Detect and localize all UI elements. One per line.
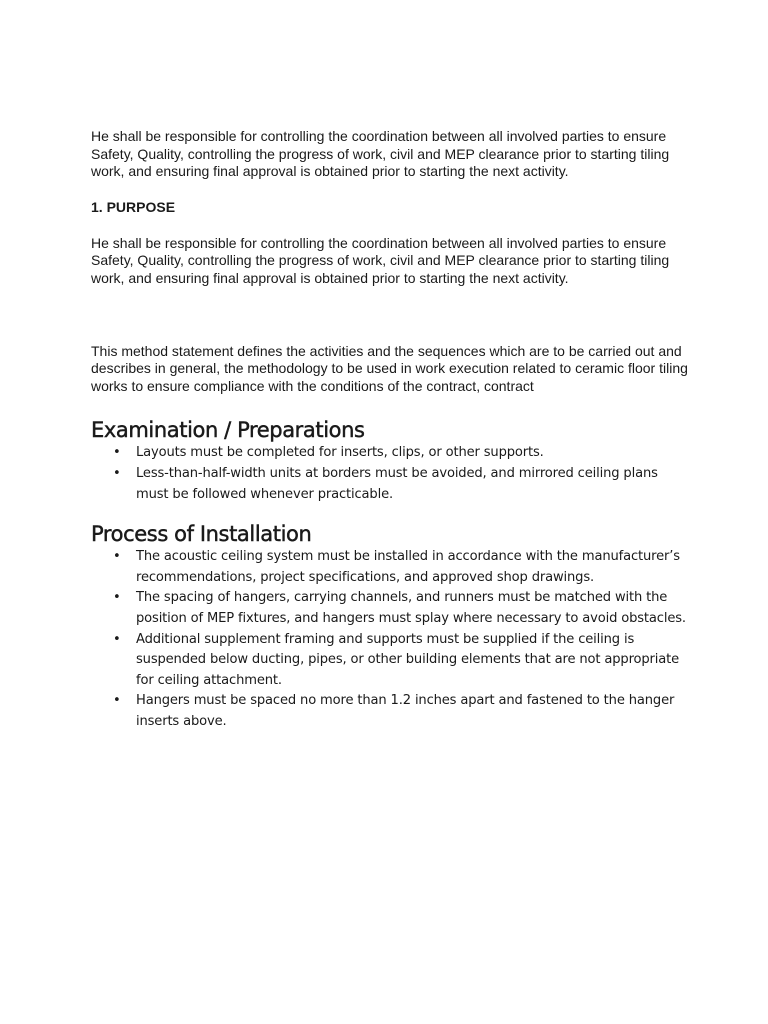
list-item <box>91 443 691 464</box>
bullet-icon: • <box>113 631 121 647</box>
list-item <box>91 464 691 505</box>
list-item-text: Additional supplement framing and supports must be supplied if the ceiling is suspended below ducting, pipes, or other building elements that are not appropriate for ceiling attachment. <box>136 631 680 688</box>
list-item-text: The spacing of hangers, carrying channels, and runners must be matched with the position of MEP fixtures, and hangers must splay where necessary to avoid obstacles. <box>136 590 686 626</box>
intro-paragraph: He shall be responsible for controlling the coordination between all involved parties to ensure Safety, Quality, controlling the progress of work, civil and MEP clearance prior to starting tiling work, and ensuring final approval is obtained prior to starting the next activity. <box>91 128 670 180</box>
list-item <box>91 588 691 629</box>
list-item-text: The acoustic ceiling system must be installed in accordance with the manufacturer’s recommendations, project specifications, and approved shop drawings. <box>136 549 680 585</box>
bullet-icon: • <box>113 549 121 565</box>
list-item <box>91 630 691 692</box>
bullet-icon: • <box>113 445 121 461</box>
list-item <box>91 547 691 588</box>
list-item-text: Layouts must be completed for inserts, clips, or other supports. <box>136 445 544 461</box>
method-statement-paragraph: This method statement defines the activities and the sequences which are to be carried out and describes in general, the methodology to be used in work execution related to ceramic floor tiling works to ensure compliance with the conditions of the contract, contract <box>91 342 688 394</box>
installation-list-b <box>91 630 691 733</box>
list-item-text: Less-than-half-width units at borders must be avoided, and mirrored ceiling plans must be followed whenever practicable. <box>136 465 658 502</box>
bullet-icon: • <box>113 590 121 606</box>
examination-list <box>91 443 691 505</box>
purpose-paragraph: He shall be responsible for controlling the coordination between all involved parties to ensure Safety, Quality, controlling the progress of work, civil and MEP clearance prior to starting tiling work, and ensuring final approval is obtained prior to starting the next activity. <box>91 234 670 286</box>
examination-heading: Examination / Preparations <box>91 418 365 443</box>
bullet-icon: • <box>113 693 121 709</box>
bullet-icon: • <box>113 465 121 481</box>
installation-heading: Process of Installation <box>91 522 312 547</box>
list-item <box>91 691 691 732</box>
list-item-text: Hangers must be spaced no more than 1.2 inches apart and fastened to the hanger inserts above. <box>136 693 675 729</box>
installation-list-a <box>91 547 691 629</box>
document-page <box>91 128 691 732</box>
purpose-heading: 1. PURPOSE <box>91 198 176 215</box>
